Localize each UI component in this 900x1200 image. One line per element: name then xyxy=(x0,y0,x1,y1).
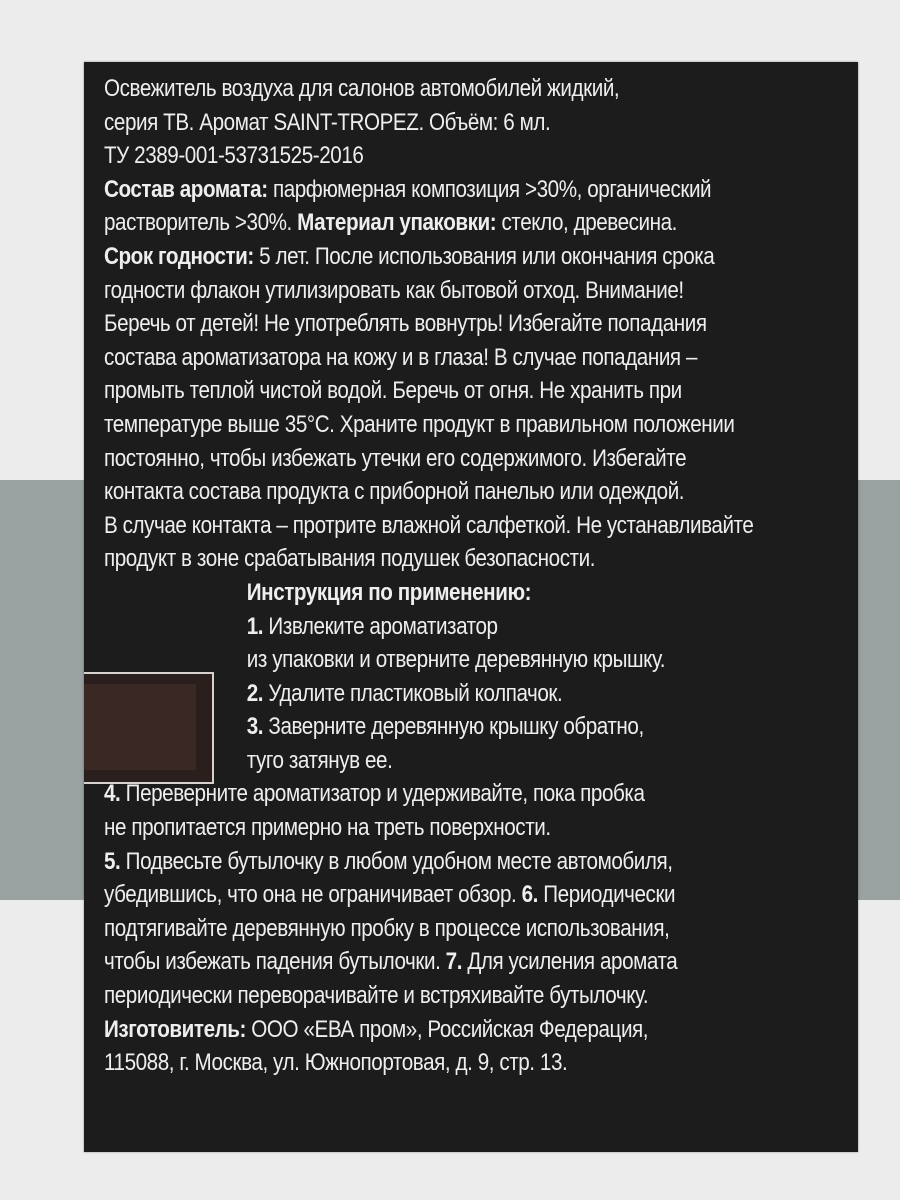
text-line-regular: Для усиления аромата xyxy=(462,948,678,976)
text-line xyxy=(104,811,740,845)
text-line-regular: промыть теплой чистой водой. Беречь от огня. Не хранить при xyxy=(104,377,682,405)
text-line xyxy=(104,643,740,677)
text-line-bold: Срок годности: xyxy=(104,242,254,270)
text-line xyxy=(104,442,740,476)
text-line xyxy=(104,979,740,1013)
text-line-regular: В случае контакта – протрите влажной салфеткой. Не устанавливайте xyxy=(104,511,754,539)
text-line-bold: 4. xyxy=(104,780,121,808)
text-line-regular: Удалите пластиковый колпачок. xyxy=(263,679,563,707)
text-line-bold: 2. xyxy=(246,679,264,707)
text-line xyxy=(104,106,740,140)
text-line-regular: состава ароматизатора на кожу и в глаза! В случае попадания – xyxy=(104,343,698,371)
text-line-bold: 1. xyxy=(246,612,264,640)
label-text xyxy=(104,72,754,1080)
text-line-regular: годности флакон утилизировать как бытовой отход. Внимание! xyxy=(104,276,684,304)
text-line-regular: подтягивайте деревянную пробку в процессе использования, xyxy=(104,914,670,942)
text-line-regular: Периодически xyxy=(537,881,676,909)
text-line-regular: убедившись, что она не ограничивает обзор. xyxy=(104,881,522,909)
text-line-regular: ТУ 2389-001-53731525-2016 xyxy=(104,142,364,170)
text-line xyxy=(104,576,740,610)
text-line-bold: 7. xyxy=(445,948,463,976)
text-line-regular: постоянно, чтобы избежать утечки его содержимого. Избегайте xyxy=(104,444,687,472)
text-line xyxy=(104,677,740,711)
text-line-bold: Изготовитель: xyxy=(104,1015,247,1043)
text-line xyxy=(104,206,740,240)
text-line xyxy=(104,542,740,576)
text-line-bold: Состав аромата: xyxy=(104,175,268,203)
text-line xyxy=(104,744,740,778)
text-line-bold: Материал упаковки: xyxy=(297,209,497,237)
text-line xyxy=(104,845,740,879)
text-line-regular: Переверните ароматизатор и удерживайте, пока пробка xyxy=(120,780,645,808)
text-line xyxy=(104,139,740,173)
text-line-regular: продукт в зоне срабатывания подушек безопасности. xyxy=(104,545,596,573)
text-line-regular: Беречь от детей! Не употреблять вовнутрь! Избегайте попадания xyxy=(104,310,707,338)
text-line-regular: 5 лет. После использования или окончания срока xyxy=(253,242,715,270)
text-line xyxy=(104,307,740,341)
text-line xyxy=(104,408,740,442)
text-line-regular: парфюмерная композиция >30%, органический xyxy=(267,175,712,203)
text-line xyxy=(104,173,740,207)
text-line-regular: стекло, древесина. xyxy=(496,209,677,237)
text-line-regular: Извлеките ароматизатор xyxy=(263,612,498,640)
text-line-regular: серия ТВ. Аромат SAINT-TROPEZ. Объём: 6 мл. xyxy=(104,108,551,136)
text-line xyxy=(104,509,754,543)
text-line-regular: периодически переворачивайте и встряхивайте бутылочку. xyxy=(104,982,649,1010)
text-line xyxy=(104,1046,740,1080)
text-line xyxy=(104,72,740,106)
text-line xyxy=(104,777,740,811)
text-line xyxy=(104,240,740,274)
text-line-regular: ООО «ЕВА пром», Российская Федерация, xyxy=(246,1015,649,1043)
text-line-regular: контакта состава продукта с приборной панелью или одеждой. xyxy=(104,478,685,506)
text-line-bold: 5. xyxy=(104,847,121,875)
text-line xyxy=(104,475,740,509)
text-line-bold: Инструкция по применению: xyxy=(246,578,532,606)
text-line-regular: из упаковки и отверните деревянную крышку. xyxy=(246,646,666,674)
text-line xyxy=(104,274,740,308)
text-line-bold: 6. xyxy=(521,881,538,909)
text-line xyxy=(104,374,740,408)
text-line-regular: температуре выше 35°С. Храните продукт в правильном положении xyxy=(104,410,735,438)
text-line-regular: растворитель >30%. xyxy=(104,209,298,237)
text-line xyxy=(104,945,740,979)
text-line-regular: Подвесьте бутылочку в любом удобном месте автомобиля, xyxy=(120,847,673,875)
text-line xyxy=(104,912,740,946)
text-line-regular: Освежитель воздуха для салонов автомобилей жидкий, xyxy=(104,75,620,102)
text-line-regular: не пропитается примерно на треть поверхности. xyxy=(104,814,551,842)
text-line-regular: чтобы избежать падения бутылочки. xyxy=(104,948,446,976)
text-line-bold: 3. xyxy=(246,713,264,741)
text-line xyxy=(104,610,740,644)
text-line xyxy=(104,1013,740,1047)
text-line-regular: 115088, г. Москва, ул. Южнопортовая, д. 9, стр. 13. xyxy=(104,1049,568,1077)
text-line xyxy=(104,341,740,375)
text-line xyxy=(104,878,740,912)
text-line-regular: Заверните деревянную крышку обратно, xyxy=(263,713,644,741)
text-line xyxy=(104,710,740,744)
text-line-regular: туго затянув ее. xyxy=(246,746,393,774)
